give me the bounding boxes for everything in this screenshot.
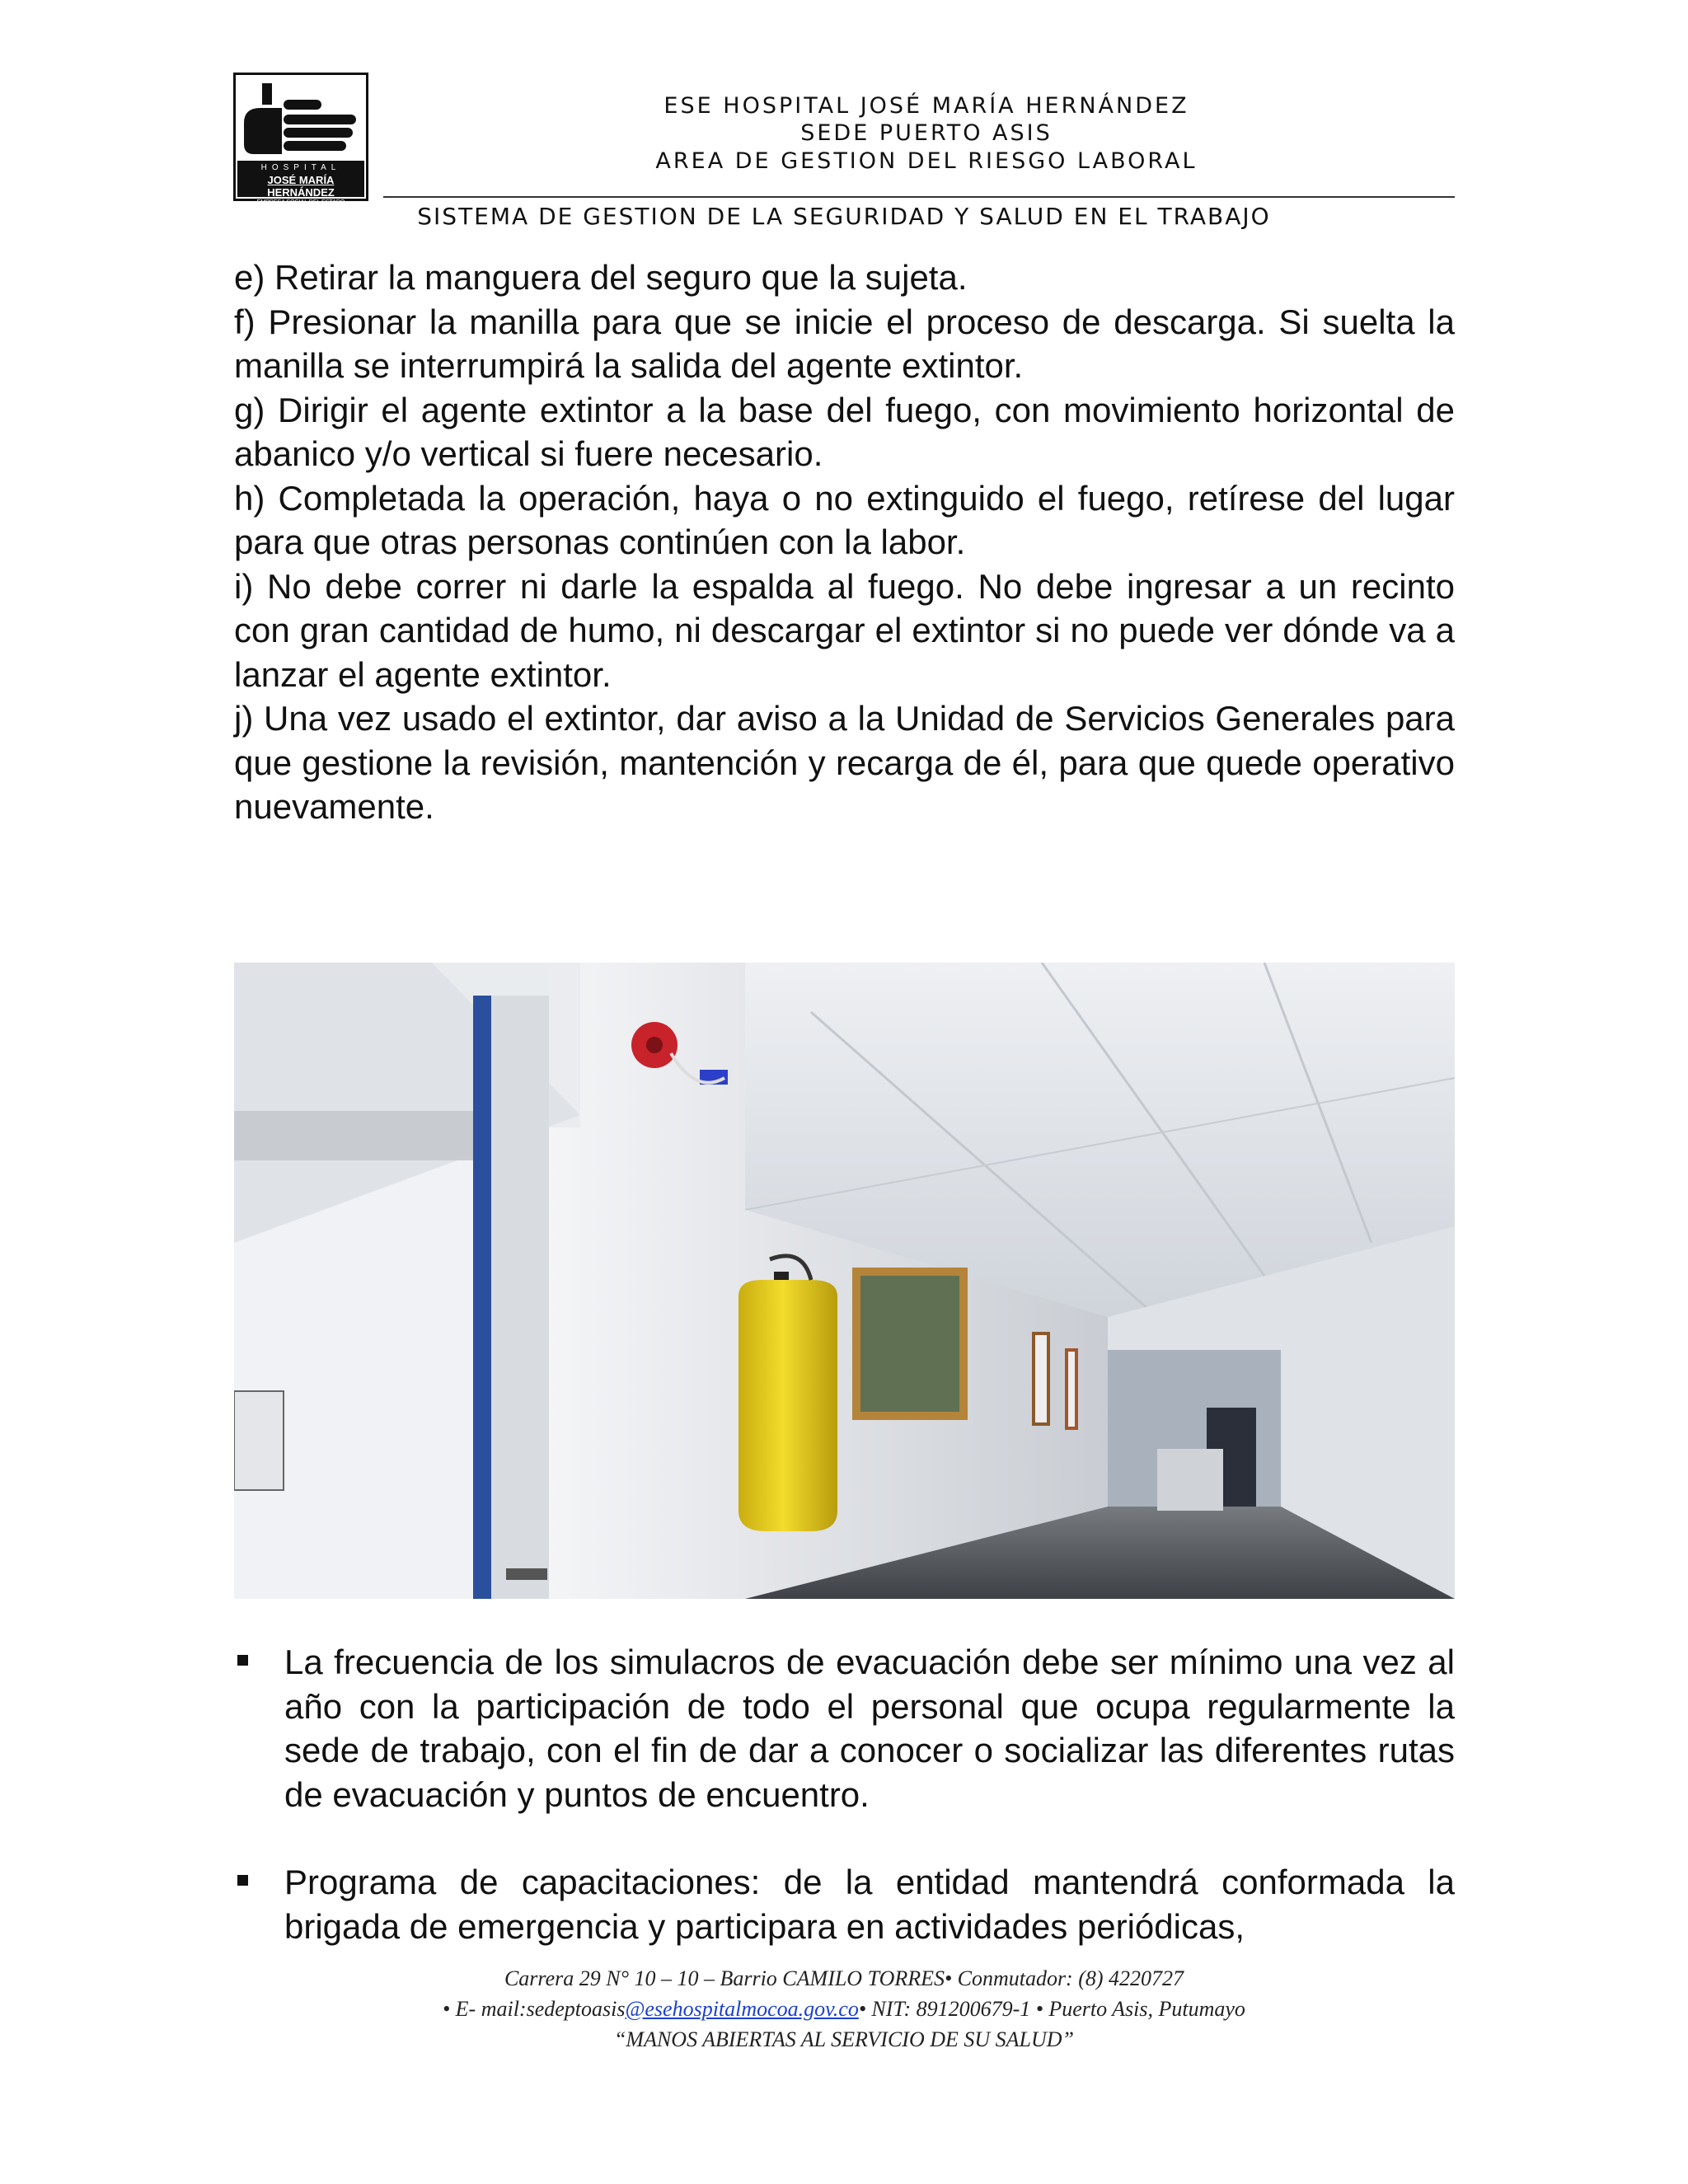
bullet-square-icon	[237, 1875, 248, 1886]
footer-address: Carrera 29 N° 10 – 10 – Barrio CAMILO TORRES• Conmutador: (8) 4220727	[504, 1966, 1184, 1990]
header-divider	[383, 196, 1455, 198]
list-item	[234, 1640, 1455, 1816]
paragraph-h: h) Completada la operación, haya o no extinguido el fuego, retírese del lugar para que otras personas continúen con la labor.	[234, 478, 1455, 561]
footer-email-link[interactable]: @esehospitalmocoa.gov.co	[625, 1997, 859, 2021]
logo-text-hospital: HOSPITAL	[260, 163, 341, 172]
footer-slogan: “MANOS ABIERTAS AL SERVICIO DE SU SALUD”	[613, 2027, 1075, 2051]
header-title-line1: ESE HOSPITAL JOSÉ MARÍA HERNÁNDEZ	[663, 93, 1189, 119]
body-text	[234, 255, 1455, 829]
paragraph-g: g) Dirigir el agente extintor a la base del fuego, con movimiento horizontal de abanico y/o vertical si fuere necesario.	[234, 390, 1455, 473]
header-system-name: SISTEMA DE GESTION DE LA SEGURIDAD Y SALUD EN EL TRABAJO	[417, 203, 1271, 230]
logo-text-subtitle: EMPRESA SOCIAL DEL ESTADO	[256, 199, 345, 205]
footer-contact	[0, 1994, 1688, 2024]
list-item-text: La frecuencia de los simulacros de evacuación debe ser mínimo una vez al año con la participación de todo el personal que ocupa regularmente la sede de trabajo, con el fin de dar a conocer o socializar las diferentes rutas de evacuación y puntos de encuentro.	[284, 1643, 1455, 1814]
footer-nit: • NIT: 891200679-1 • Puerto Asis, Putumayo	[858, 1997, 1245, 2021]
header-title-line3: AREA DE GESTION DEL RIESGO LABORAL	[655, 148, 1198, 174]
page-footer	[0, 1963, 1688, 2055]
footer-email-prefix: • E- mail:sedeptoasis	[443, 1997, 626, 2021]
paragraph-i: i) No debe correr ni darle la espalda al fuego. No debe ingresar a un recinto con gran cantidad de humo, ni descargar el extintor si no puede ver dónde va a lanzar el agente extintor.	[234, 566, 1455, 694]
paragraph-e: e) Retirar la manguera del seguro que la sujeta.	[234, 258, 968, 297]
bullet-square-icon	[237, 1655, 248, 1666]
bullet-list	[234, 1640, 1455, 1992]
list-item-text: Programa de capacitaciones: de la entidad mantendrá conformada la brigada de emergencia y participara en actividades periódicas,	[284, 1863, 1455, 1946]
hallway-photo-illustration	[234, 963, 1455, 1599]
paragraph-f: f) Presionar la manilla para que se inicie el proceso de descarga. Si suelta la manilla se interrumpirá la salida del agente extintor.	[234, 302, 1455, 385]
list-item	[234, 1860, 1455, 1948]
logo-text-name: JOSÉ MARÍA HERNÁNDEZ	[267, 174, 335, 199]
hallway-extinguisher-photo	[234, 963, 1455, 1599]
paragraph-j: j) Una vez usado el extintor, dar aviso a la Unidad de Servicios Generales para que gestione la revisión, mantención y recarga de él, para que quede operativo nuevamente.	[234, 699, 1455, 826]
header-title-line2: SEDE PUERTO ASIS	[800, 120, 1053, 146]
